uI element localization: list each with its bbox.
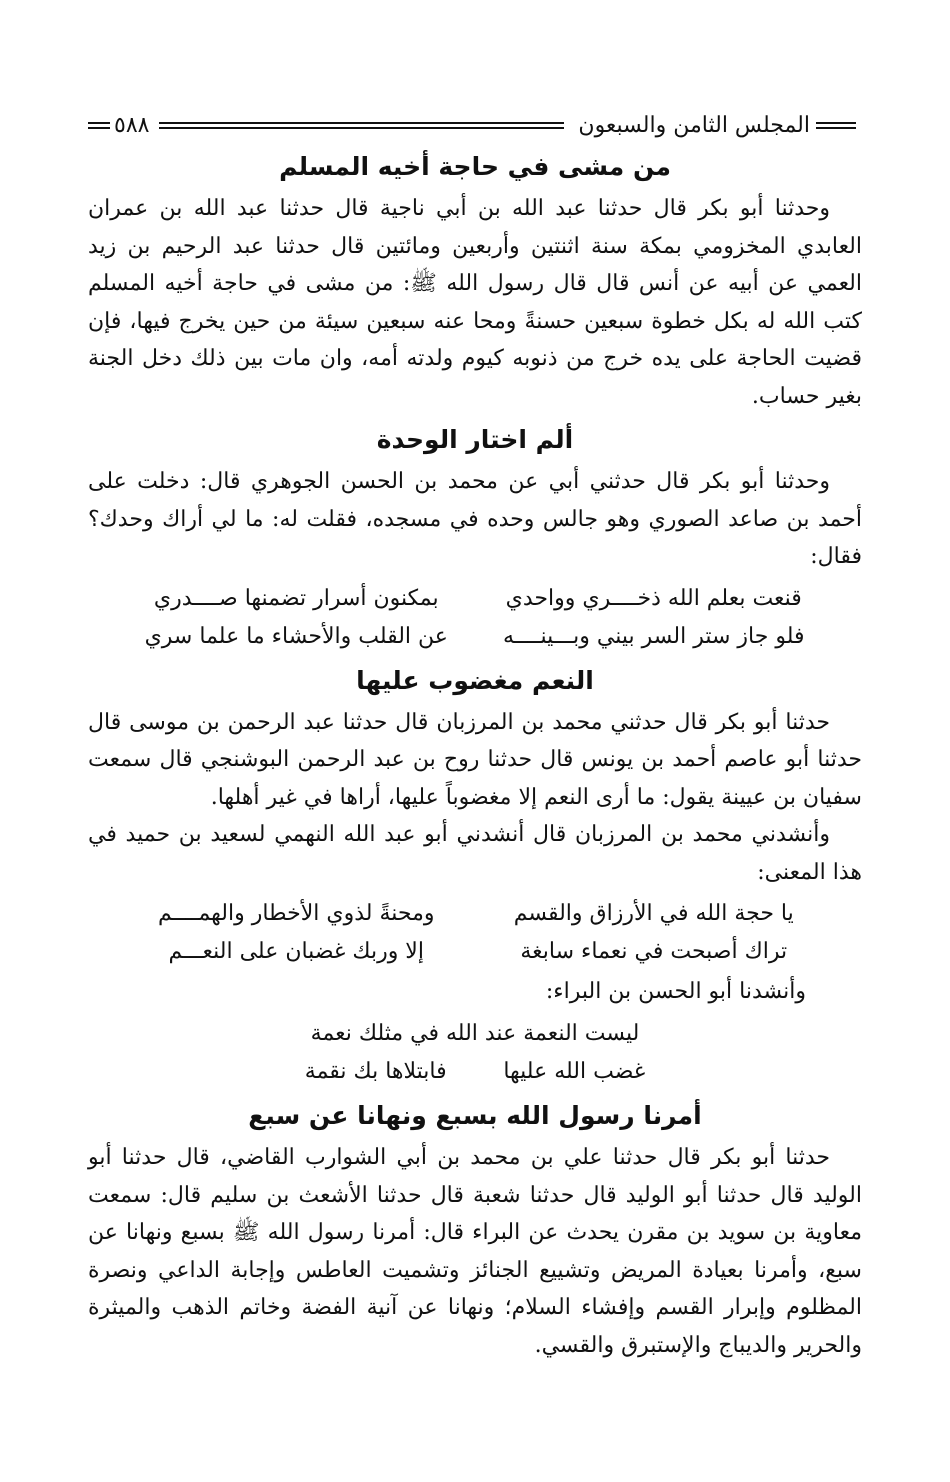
- verse-first-hemistich: تراك أصبحت في نعماء سابغة: [520, 939, 788, 964]
- section-heading: أمرنا رسول الله بسبع ونهانا عن سبع: [248, 1101, 702, 1130]
- section-heading: النعم مغضوب عليها: [356, 665, 594, 695]
- verse-line: [88, 1015, 862, 1053]
- paragraph: وحدثنا أبو بكر قال حدثنا عبد الله بن أبي ناجية قال حدثنا عبد الله بن عمران العابدي المخزومي بمكة سنة اثنتين وأربعين ومائتين قال حدثنا عبد الرحيم بن زيد العمي عن أبيه عن أنس قال قال رسول الله ﷺ: من مشى في حاجة أخيه المسلم كتب الله له بكل خطوة سبعين حسنةً ومحا عنه سبعين سيئة من حين يخرج فيها، فإن قضيت الحاجة على يده خرج من ذنوبه كيوم ولدته أمه، وان مات بين ذلك دخل الجنة بغير حساب.: [88, 196, 863, 409]
- verse-first-hemistich: غضب الله عليها: [503, 1059, 646, 1084]
- chapter-title: المجلس الثامن والسبعون: [578, 112, 810, 138]
- verse-line: [88, 580, 862, 618]
- paragraph: حدثنا أبو بكر قال حدثنا علي بن محمد بن أبي الشوارب القاضي، قال حدثنا أبو الوليد قال حدثنا أبو الوليد قال حدثنا شعبة قال حدثنا الأشعث بن سليم قال: سمعت معاوية بن سويد بن مقرن يحدث عن البراء قال: أمرنا رسول الله ﷺ بسبع ونهانا عن سبع، وأمرنا بعيادة المريض وتشييع الجنائز وتشميت العاطس وإجابة الداعي ونصرة المظلوم وإبرار القسم وإفشاء السلام؛ ونهانا عن آنية الفضة وخاتم الذهب والميثرة والحرير والديباج والإستبرق والقسي.: [88, 1145, 862, 1358]
- header-rule-left: [88, 122, 110, 129]
- section-heading: ألم اختار الوحدة: [376, 425, 574, 454]
- running-header: [88, 108, 862, 142]
- verse-first-hemistich: قنعت بعلم الله ذخــــري وواحدي: [505, 585, 802, 611]
- verse-second-hemistich: فابتلاها بك نقمة: [304, 1059, 447, 1084]
- verse-line: [88, 933, 862, 971]
- paragraph: حدثنا أبو بكر قال حدثني محمد بن المرزبان قال حدثنا عبد الرحمن بن موسى قال حدثنا أبو عاصم أحمد بن يونس قال حدثنا روح بن عبد الرحمن البوشنجي قال سمعت سفيان بن عيينة يقول: ما أرى النعم إلا مغضوباً عليها، أراها في غير أهلها.: [88, 709, 862, 810]
- verse-second-hemistich: عن القلب والأحشاء ما علما سري: [144, 623, 448, 649]
- verse-second-hemistich: بمكنون أسرار تضمنها صــــدري: [153, 585, 439, 611]
- verse-first-hemistich: يا حجة الله في الأرزاق والقسم: [513, 901, 794, 926]
- verse-single-line: ليست النعمة عند الله في مثلك نعمة: [310, 1021, 640, 1046]
- verse-line: [88, 1053, 862, 1091]
- paragraph: وأنشدني محمد بن المرزبان قال أنشدني أبو عبد الله النهمي لسعيد بن حميد في هذا المعنى:: [88, 822, 862, 885]
- verse-line: [88, 895, 862, 933]
- verse-first-hemistich: فلو جاز ستر السر بيني وبـــينــــه: [502, 623, 805, 649]
- poem: [88, 895, 862, 971]
- paragraph: وحدثنا أبو بكر قال حدثني أبي عن محمد بن الحسن الجوهري قال: دخلت على أحمد بن صاعد الصوري وهو جالس وحده في مسجده، فقلت له: ما لي أراك وحدك؟ فقال:: [88, 469, 862, 569]
- poem: [88, 580, 862, 656]
- poem: [88, 1015, 862, 1091]
- verse-line: [88, 618, 862, 656]
- recitation-intro: وأنشدنا أبو الحسن بن البراء:: [545, 979, 806, 1004]
- verse-second-hemistich: ومحنةً لذوي الأخطار والهمــــم: [158, 901, 435, 926]
- header-rule-right: [816, 122, 856, 129]
- page-number: ٥٨٨: [114, 112, 150, 138]
- header-rule: [159, 122, 564, 129]
- section-heading: من مشى في حاجة أخيه المسلم: [279, 152, 671, 181]
- verse-second-hemistich: إلا وربك غضبان على النعـــم: [168, 939, 424, 964]
